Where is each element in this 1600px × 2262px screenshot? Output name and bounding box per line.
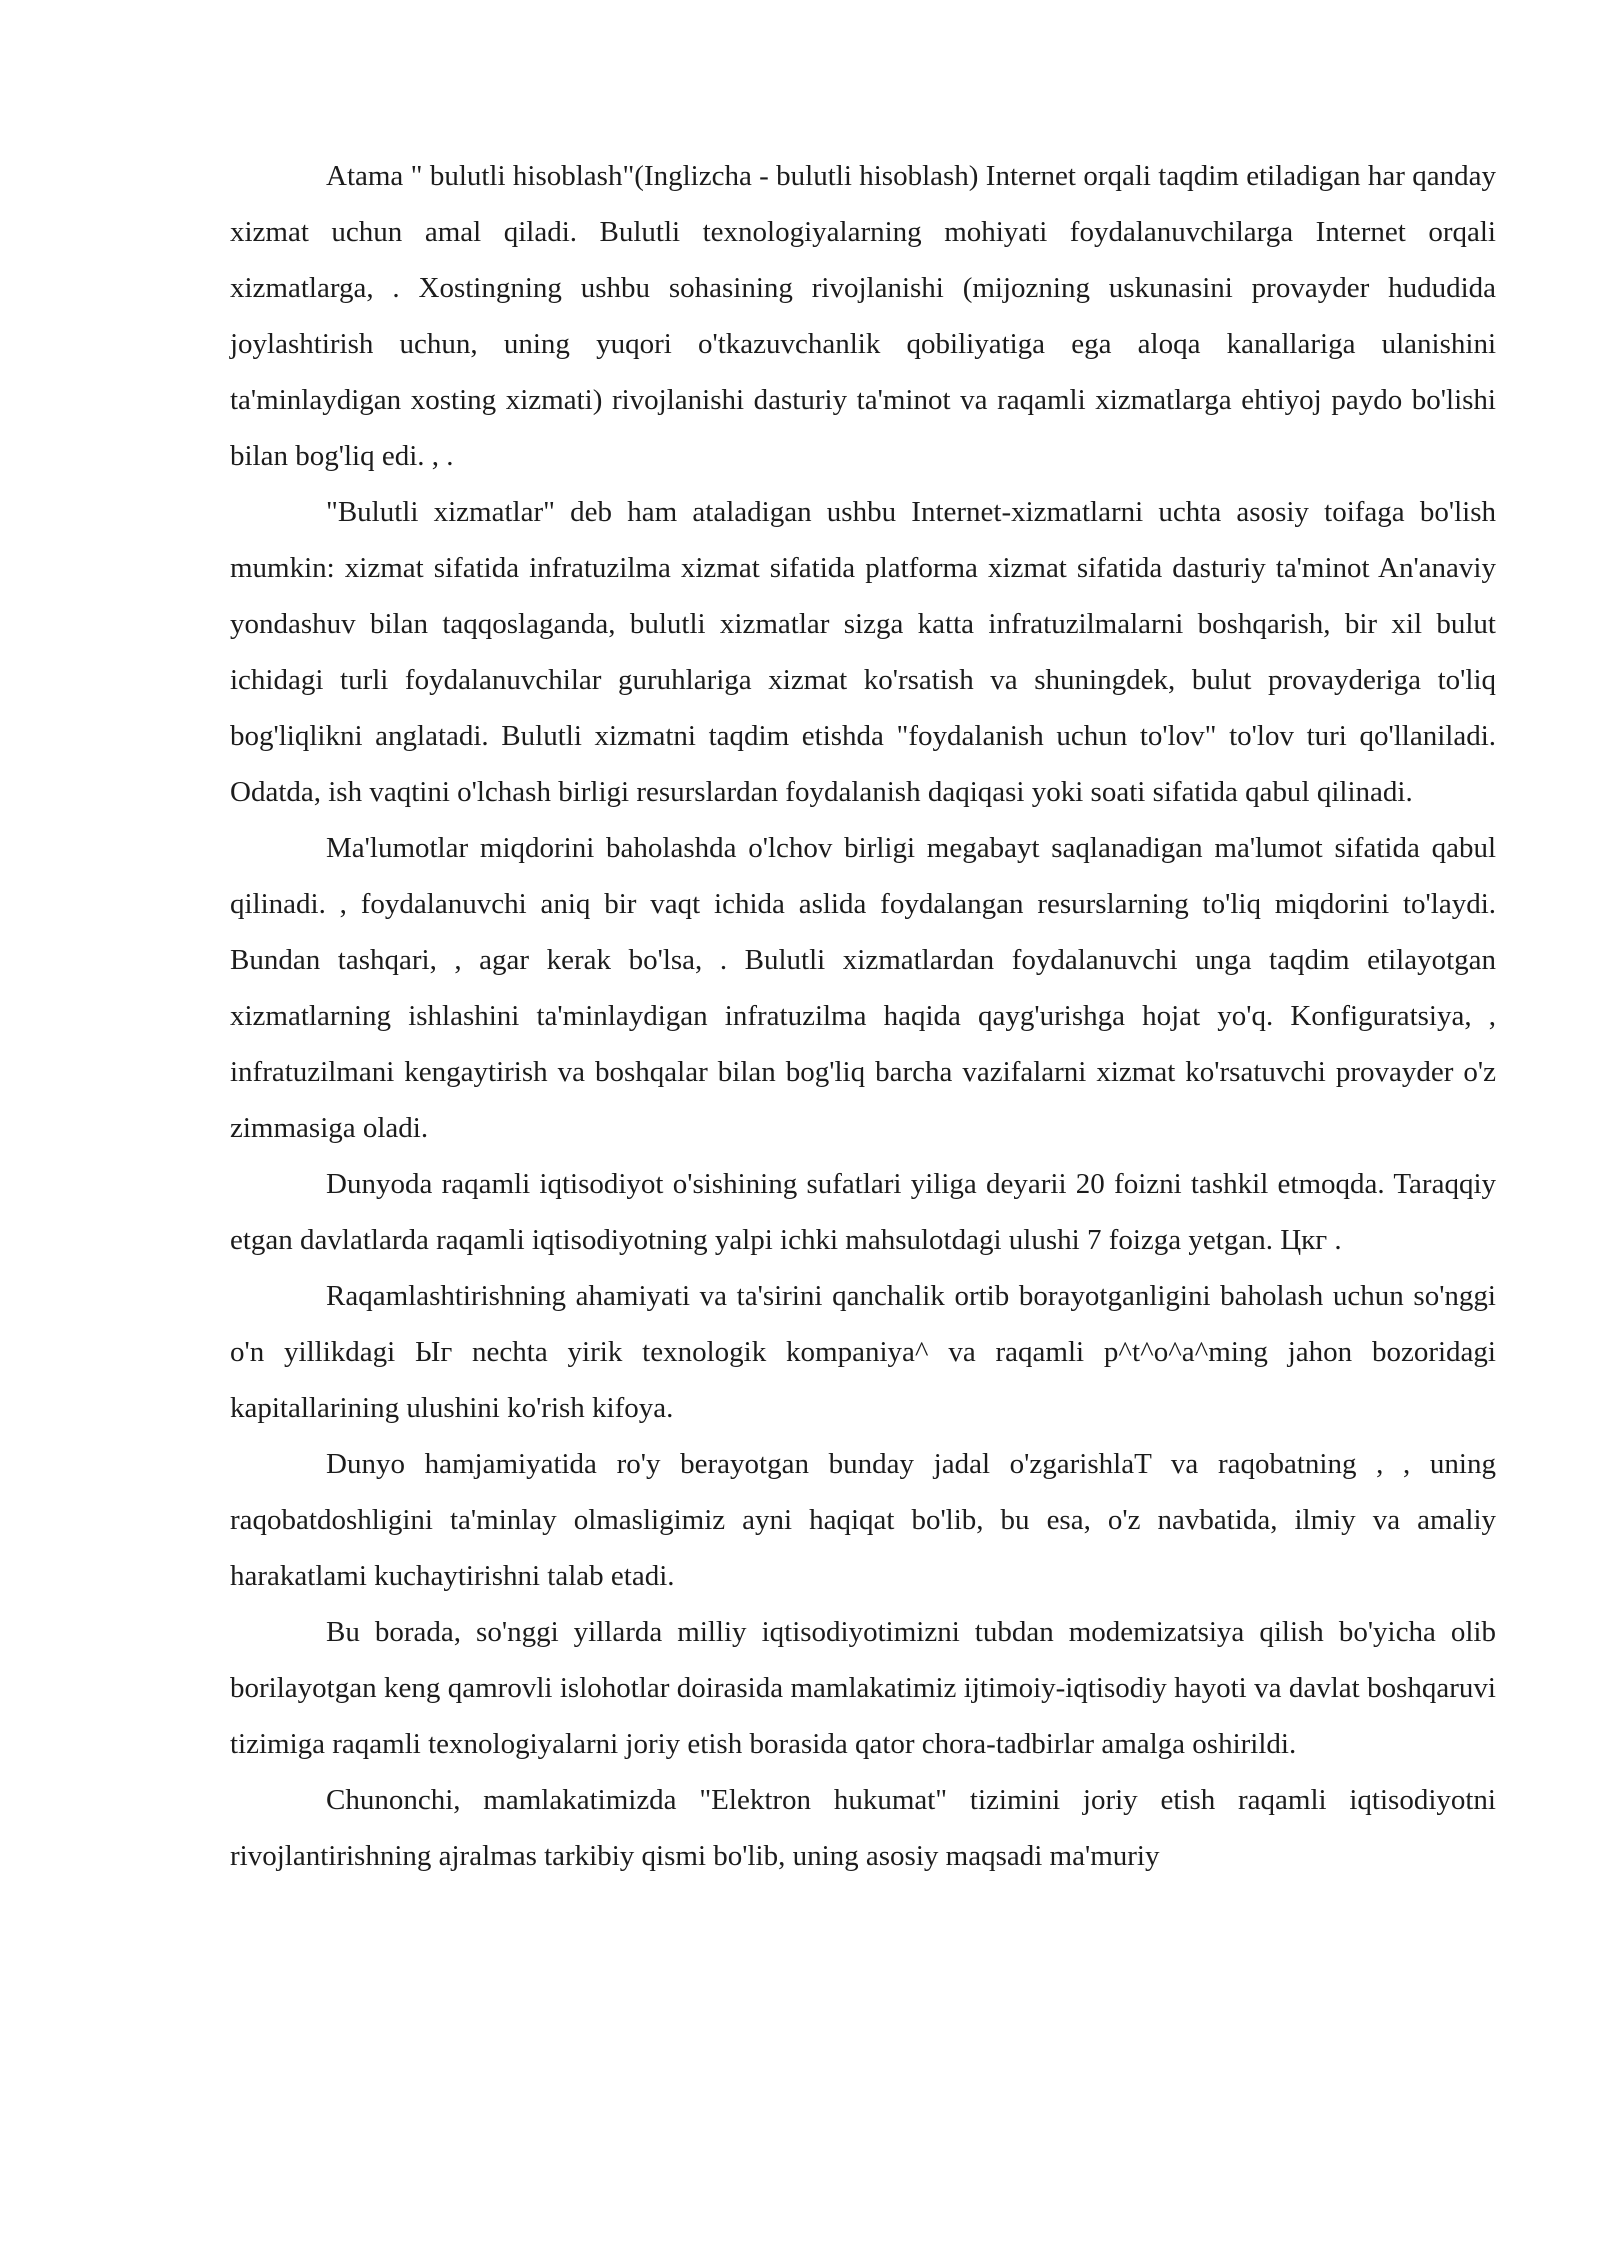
paragraph-cloud-computing-definition: Atama " bulutli hisoblash"(Inglizcha - bulutli hisoblash) Internet orqali taqdim etiladigan har qanday xizmat uchun amal qiladi. Bulutli texnologiyalarning mohiyati foydalanuvchilarga Internet orqali xizmatlarga, . Xostingning ushbu sohasining rivojlanishi (mijozning uskunasini provayder hududida joylashtirish uchun, uning yuqori o'tkazuvchanlik qobiliyatiga ega aloqa kanallariga ulanishini ta'minlaydigan xosting xizmati) rivojlanishi dasturiy ta'minot va raqamli xizmatlarga ehtiyoj paydo bo'lishi bilan bog'liq edi. , . <box>230 160 1496 472</box>
paragraph-cloud-service-types: "Bulutli xizmatlar" deb ham ataladigan ushbu Internet-xizmatlarni uchta asosiy toifaga bo'lish mumkin: xizmat sifatida infratuzilma xizmat sifatida platforma xizmat sifatida dasturiy ta'minot An'anaviy yondashuv bilan taqqoslaganda, bulutli xizmatlar sizga katta infratuzilmalarni boshqarish, bir xil bulut ichidagi turli foydalanuvchilar guruhlariga xizmat ko'rsatish va shuningdek, bulut provayderiga to'liq bog'liqlikni anglatadi. Bulutli xizmatni taqdim etishda "foydalanish uchun to'lov" to'lov turi qo'llaniladi. Odatda, ish vaqtini o'lchash birligi resurslardan foydalanish daqiqasi yoki soati sifatida qabul qilinadi. <box>230 496 1496 808</box>
paragraph-world-changes: Dunyo hamjamiyatida ro'y berayotgan bunday jadal o'zgarishlaT va raqobatning , , uning raqobatdoshligini ta'minlay olmasligimiz ayni haqiqat bo'lib, bu esa, o'z navbatida, ilmiy va amaliy harakatlami kuchaytirishni talab etadi. <box>230 1448 1496 1592</box>
paragraph-reforms: Bu borada, so'nggi yillarda milliy iqtisodiyotimizni tubdan modemizatsiya qilish bo'yicha olib borilayotgan keng qamrovli islohotlar doirasida mamlakatimiz ijtimoiy-iqtisodiy hayoti va davlat boshqaruvi tizimiga raqamli texnologiyalarni joriy etish borasida qator chora-tadbirlar amalga oshirildi. <box>230 1616 1496 1760</box>
document-page <box>230 148 1496 1884</box>
paragraph-data-measurement: Ma'lumotlar miqdorini baholashda o'lchov birligi megabayt saqlanadigan ma'lumot sifatida qabul qilinadi. , foydalanuvchi aniq bir vaqt ichida aslida foydalangan resurslarning to'liq miqdorini to'laydi. Bundan tashqari, , agar kerak bo'lsa, . Bulutli xizmatlardan foydalanuvchi unga taqdim etilayotgan xizmatlarning ishlashini ta'minlaydigan infratuzilma haqida qayg'urishga hojat yo'q. Konfiguratsiya, , infratuzilmani kengaytirish va boshqalar bilan bog'liq barcha vazifalarni xizmat ko'rsatuvchi provayder o'z zimmasiga oladi. <box>230 832 1496 1144</box>
paragraph-e-government: Chunonchi, mamlakatimizda "Elektron hukumat" tizimini joriy etish raqamli iqtisodiyotni rivojlantirishning ajralmas tarkibiy qismi bo'lib, uning asosiy maqsadi ma'muriy <box>230 1784 1496 1872</box>
paragraph-digital-economy-growth: Dunyoda raqamli iqtisodiyot o'sishining sufatlari yiliga deyarii 20 foizni tashkil etmoqda. Taraqqiy etgan davlatlarda raqamli iqtisodiyotning yalpi ichki mahsulotdagi ulushi 7 foizga yetgan. Цкг . <box>230 1168 1496 1256</box>
paragraph-digitalization-importance: Raqamlashtirishning ahamiyati va ta'sirini qanchalik ortib borayotganligini baholash uchun so'nggi o'n yillikdagi Ыг nechta yirik texnologik kompaniya^ va raqamli p^t^o^a^ming jahon bozoridagi kapitallarining ulushini ko'rish kifoya. <box>230 1280 1496 1424</box>
